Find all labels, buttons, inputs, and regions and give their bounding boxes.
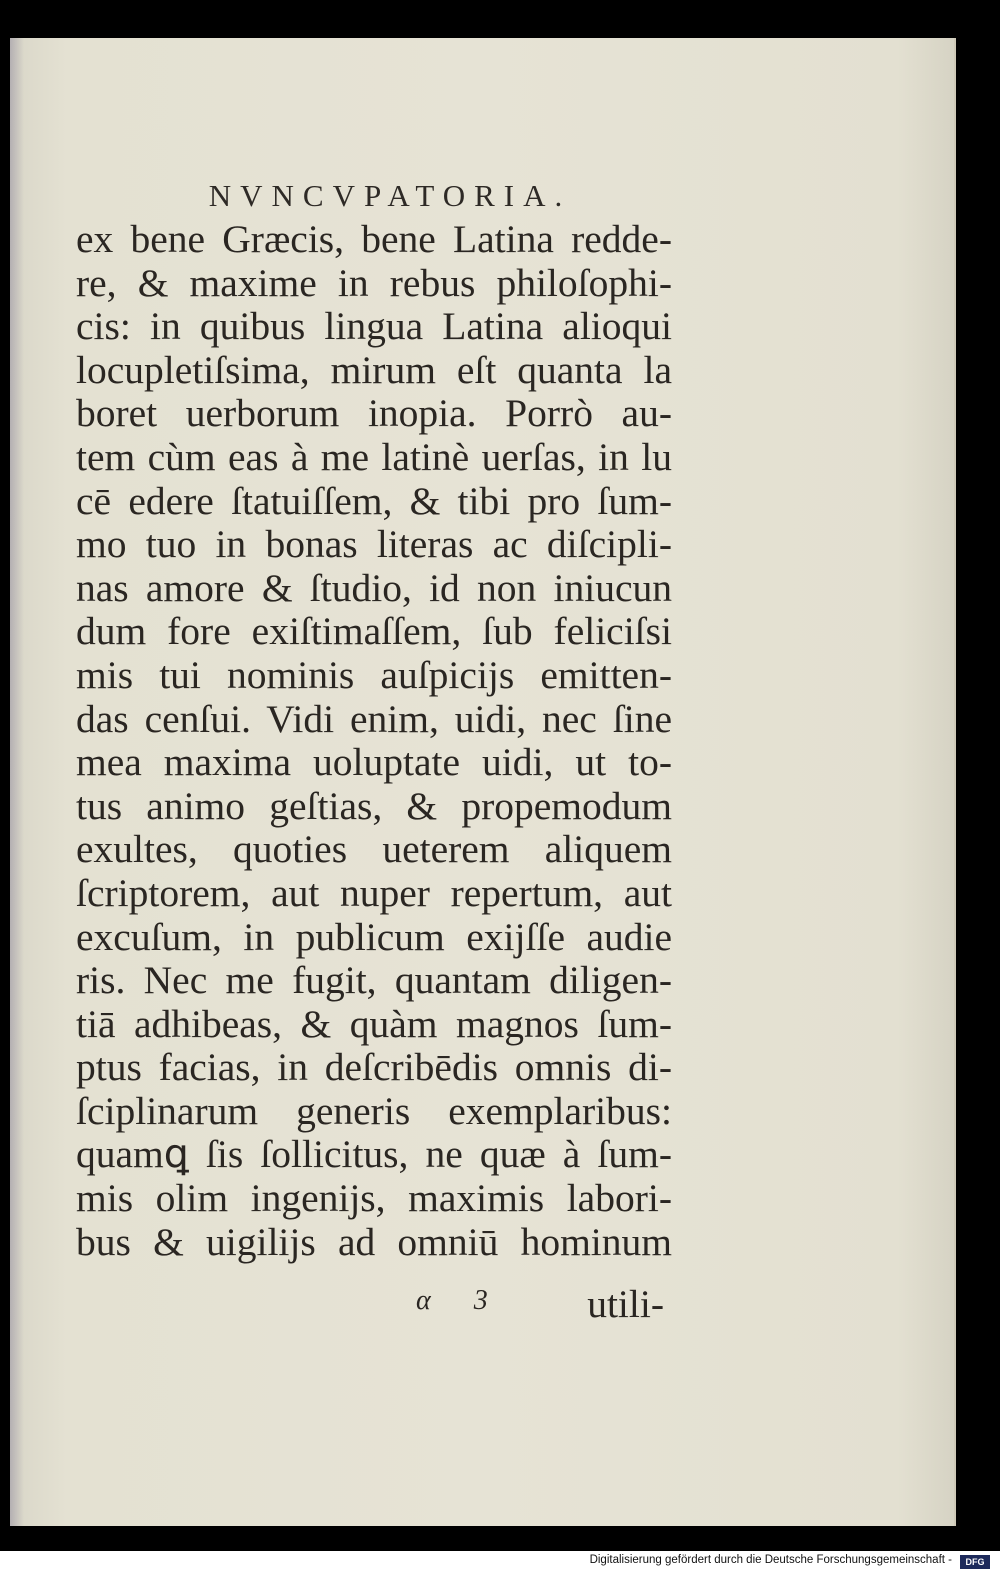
text-line: ſciplinarum generis exemplaribus: <box>76 1088 672 1133</box>
text-line: bus & uigilijs ad omniū hominum <box>76 1219 672 1264</box>
text-line: tiā adhibeas, & quàm magnos ſum- <box>76 1001 672 1046</box>
text-line: boret uerborum inopia. Porrò au- <box>76 391 672 436</box>
signature-mark: α 3 <box>416 1285 506 1316</box>
footer-bar <box>0 1551 1000 1573</box>
catchword: utili- <box>587 1282 664 1326</box>
text-block <box>76 218 672 1264</box>
text-line: ptus facias, in deſcribēdis omnis di- <box>76 1045 672 1090</box>
book-page <box>10 38 956 1526</box>
text-line: excuſum, in publicum exijſſe audie <box>76 914 672 959</box>
text-line: das cenſui. Vidi enim, uidi, nec ſine <box>76 696 672 741</box>
dfg-logo-icon: DFG <box>960 1555 990 1569</box>
text-line: dum fore exiſtimaſſem, ſub feliciſsi <box>76 609 672 654</box>
text-line: re, & maxime in rebus philoſophi- <box>76 260 672 305</box>
text-line: mo tuo in bonas literas ac diſcipli- <box>76 522 672 567</box>
text-line: cē edere ſtatuiſſem, & tibi pro ſum- <box>76 478 672 523</box>
text-line: mis olim ingenijs, maximis labori- <box>76 1176 672 1221</box>
text-line: mis tui nominis auſpicijs emitten- <box>76 652 672 697</box>
text-line: tem cùm eas à me latinè uerſas, in lu <box>76 434 672 479</box>
text-line: nas amore & ſtudio, id non iniucun <box>76 565 672 610</box>
page-gutter-shadow <box>10 38 24 1526</box>
text-line: locupletiſsima, mirum eſt quanta la <box>76 347 672 392</box>
text-line: tus animo geſtias, & propemodum <box>76 783 672 828</box>
running-head: NVNCVPATORIA. <box>208 178 572 213</box>
signature-line <box>76 1281 672 1325</box>
text-line: ris. Nec me fugit, quantam diligen- <box>76 958 672 1003</box>
text-line: ſcriptorem, aut nuper repertum, aut <box>76 870 672 915</box>
footer-credit: Digitalisierung gefördert durch die Deutsche Forschungsgemeinschaft - <box>589 1554 952 1566</box>
text-line: cis: in quibus lingua Latina alioqui <box>76 304 672 349</box>
text-line: mea maxima uoluptate uidi, ut to- <box>76 740 672 785</box>
text-line: ex bene Græcis, bene Latina redde- <box>76 217 672 261</box>
text-line: quamꝗ ſis ſollicitus, ne quæ à ſum- <box>76 1132 672 1177</box>
text-line: exultes, quoties ueterem aliquem <box>76 827 672 872</box>
